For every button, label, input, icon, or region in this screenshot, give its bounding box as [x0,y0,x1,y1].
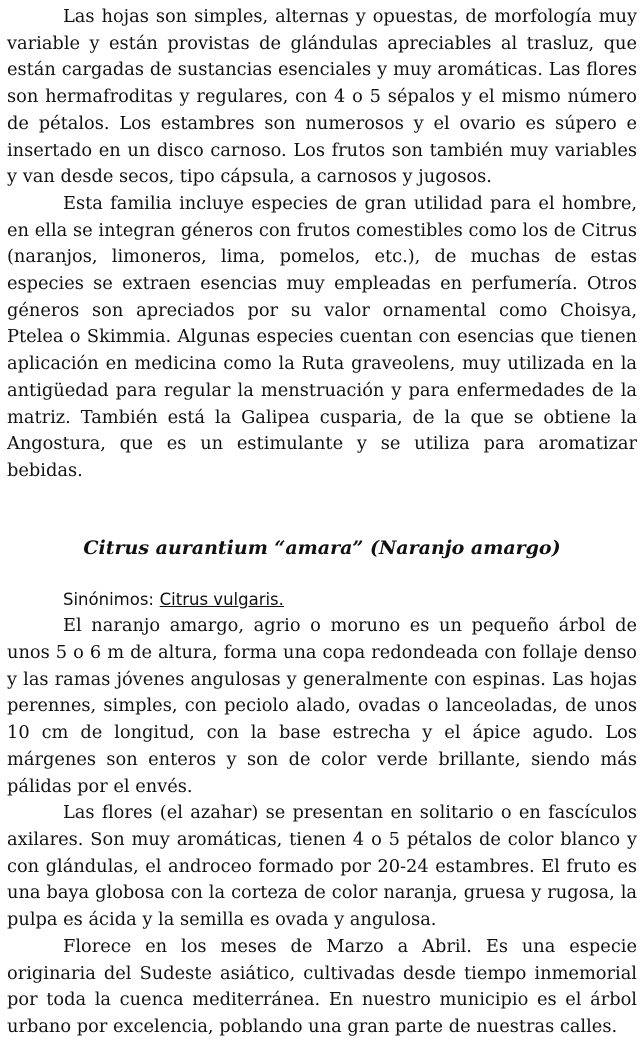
species-heading: Citrus aurantium “amara” (Naranjo amargo) [83,536,561,559]
species-paragraph: Florece en los meses de Marzo a Abril. Es una especie originaria del Sudeste asiático, cultivadas desde tiempo inmemorial por toda la cuenca mediterránea. En nuestro municipio es el árbol urbano por excelencia, poblando una gran parte de nuestras calles. [7,935,637,1037]
family-description [7,4,637,485]
species-entry [7,535,637,1041]
synonyms-label: Sinónimos: [63,589,154,609]
section-spacer [7,485,637,535]
intro-paragraph: Esta familia incluye especies de gran utilidad para el hombre, en ella se integran géneros con frutos comestibles como los de Citrus (naranjos, limoneros, lima, pomelos, etc.), de muchas de estas especies se extraen esencias muy empleadas en perfumería. Otros géneros son apreciados por su valor ornamental como Choisya, Ptelea o Skimmia. Algunas especies cuentan con esencias que tienen aplicación en medicina como la Ruta graveolens, muy utilizada en la antigüedad para regular la menstruación y para enfermedades de la matriz. También está la Galipea cusparia, de la que se obtiene la Angostura, que es un estimulante y se utiliza para aromatizar bebidas. [7,192,637,481]
heading-spacer [7,561,637,587]
species-paragraph: Las flores (el azahar) se presentan en solitario o en fascículos axilares. Son muy aromáticas, tienen 4 o 5 pétalos de color blanco y con glándulas, el androceo formado por 20-24 estambres. El fruto es una baya globosa con la corteza de color naranja, gruesa y rugosa, la pulpa es ácida y la semilla es ovada y angulosa. [7,802,637,931]
synonyms-value: Citrus vulgaris. [159,589,284,609]
species-paragraph: El naranjo amargo, agrio o moruno es un pequeño árbol de unos 5 o 6 m de altura, forma una copa redondeada con follaje denso y las ramas jóvenes angulosas y generalmente con espinas. Las hojas perennes, simples, con peciolo alado, ovadas o lanceoladas, de unos 10 cm de longitud, con la base estrecha y el ápice agudo. Los márgenes son enteros y son de color verde brillante, siendo más pálidas por el envés. [7,615,637,797]
synonyms-line [7,587,637,614]
intro-paragraph: Las hojas son simples, alternas y opuestas, de morfología muy variable y están provistas de glándulas apreciables al trasluz, que están cargadas de sustancias esenciales y muy aromáticas. Las flores son hermafroditas y regulares, con 4 o 5 sépalos y el mismo número de pétalos. Los estambres son numerosos y el ovario es súpero e insertado en un disco carnoso. Los frutos son también muy variables y van desde secos, tipo cápsula, a carnosos y jugosos. [7,6,637,188]
